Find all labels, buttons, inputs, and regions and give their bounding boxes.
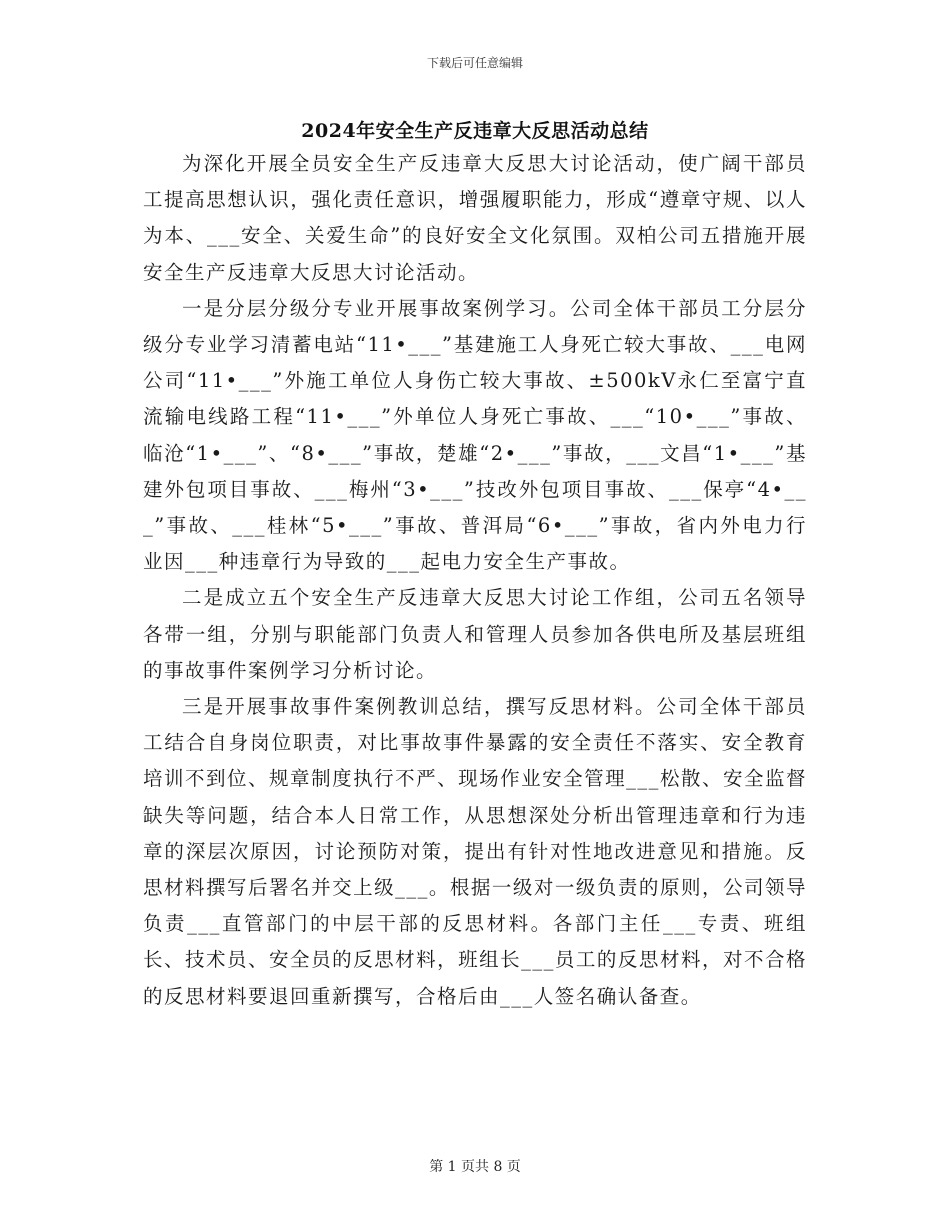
page-footer: 第 1 页共 8 页: [429, 1159, 521, 1175]
paragraph-measure-three: 三是开展事故事件案例教训总结，撰写反思材料。公司全体干部员工结合自身岗位职责，对比事故事件暴露的安全责任不落实、安全教育培训不到位、规章制度执行不严、现场作业安全管理___松散、安全监督缺失等问题，结合本人日常工作，从思想深处分析出管理违章和行为违章的深层次原因，讨论预防对策，提出有针对性地改进意见和措施。反思材料撰写后署名并交上级___。根据一级对一级负责的原则，公司领导负责___直管部门的中层干部的反思材料。各部门主任___专责、班组长、技术员、安全员的反思材料，班组长___员工的反思材料，对不合格的反思材料要退回重新撰写，合格后由___人签名确认备查。: [143, 695, 807, 1008]
header-note: 下载后可任意编辑: [426, 56, 523, 70]
paragraph-measure-one: 一是分层分级分专业开展事故案例学习。公司全体干部员工分层分级分专业学习清蓄电站“11•___”基建施工人身死亡较大事故、___电网公司“11•___”外施工单位人身伤亡较大事故、±500kV永仁至富宁直流输电线路工程“11•___”外单位人身死亡事故、___“10•___”事故、临沧“1•___”、“8•___”事故，楚雄“2•___”事故，___文昌“1•___”基建外包项目事故、___梅州“3•___”技改外包项目事故、___保亭“4•___”事故、___桂林“5•___”事故、普洱局“6•___”事故，省内外电力行业因___种违章行为导致的___起电力安全生产事故。: [143, 296, 807, 574]
paragraph-intro: 为深化开展全员安全生产反违章大反思大讨论活动，使广阔干部员工提高思想认识，强化责任意识，增强履职能力，形成“遵章守规、以人为本、___安全、关爱生命”的良好安全文化氛围。双柏公司五措施开展安全生产反违章大反思大讨论活动。: [143, 152, 807, 284]
paragraph-measure-two: 二是成立五个安全生产反违章大反思大讨论工作组，公司五名领导各带一组，分别与职能部门负责人和管理人员参加各供电所及基层班组的事故事件案例学习分析讨论。: [143, 586, 807, 682]
document-body: [143, 146, 807, 1015]
document-title: 2024年安全生产反违章大反思活动总结: [301, 120, 649, 142]
